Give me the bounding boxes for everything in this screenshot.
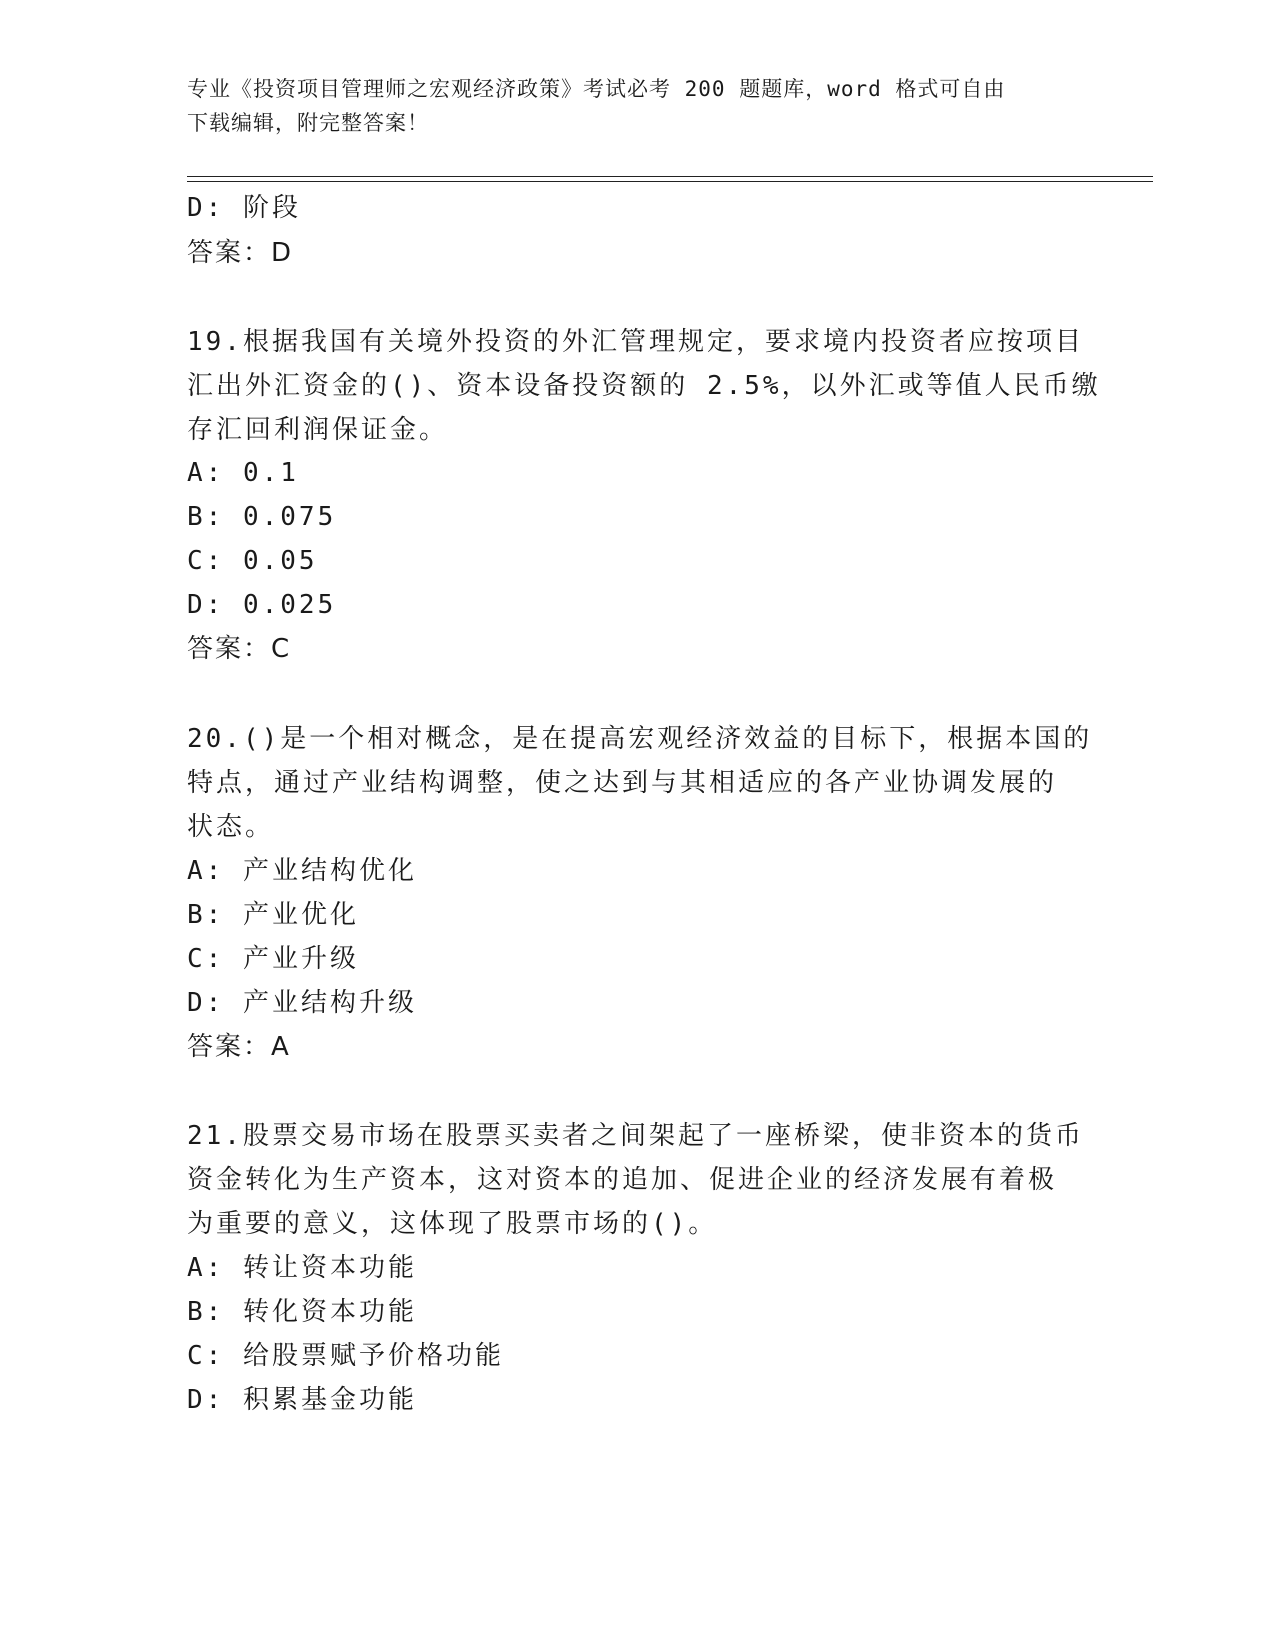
q20-answer: 答案：A — [187, 1032, 291, 1062]
q21-option-c: C: 给股票赋予价格功能 — [187, 1341, 504, 1371]
q21-option-b: B: 转化资本功能 — [187, 1297, 417, 1327]
q19-stem-line-2: 汇出外汇资金的()、资本设备投资额的 2.5%，以外汇或等值人民币缴 — [187, 371, 1101, 401]
q21-option-a: A: 转让资本功能 — [187, 1253, 417, 1283]
q20-option-a: A: 产业结构优化 — [187, 856, 417, 886]
q21-stem-line-1: 21.股票交易市场在股票买卖者之间架起了一座桥梁，使非资本的货币 — [187, 1121, 1084, 1151]
q20-stem-line-2: 特点，通过产业结构调整，使之达到与其相适应的各产业协调发展的 — [187, 768, 1058, 798]
q20-option-b: B: 产业优化 — [187, 900, 359, 930]
header-line-1: 专业《投资项目管理师之宏观经济政策》考试必考 200 题题库，word 格式可自由 — [187, 77, 1006, 101]
q21-stem-line-2: 资金转化为生产资本，这对资本的追加、促进企业的经济发展有着极 — [187, 1165, 1058, 1195]
q21-option-d: D: 积累基金功能 — [187, 1385, 417, 1415]
header-divider-top — [187, 176, 1153, 177]
q20-option-d: D: 产业结构升级 — [187, 988, 417, 1018]
q19-option-b: B: 0.075 — [187, 502, 337, 532]
q21-stem-line-3: 为重要的意义，这体现了股票市场的()。 — [187, 1209, 718, 1239]
q20-option-c: C: 产业升级 — [187, 944, 359, 974]
q19-option-c: C: 0.05 — [187, 546, 318, 576]
header-divider-bottom — [187, 181, 1153, 182]
header-line-2: 下载编辑，附完整答案！ — [187, 111, 429, 135]
q19-option-a: A: 0.1 — [187, 458, 299, 488]
q19-stem-line-1: 19.根据我国有关境外投资的外汇管理规定，要求境内投资者应按项目 — [187, 327, 1084, 357]
q20-stem-line-3: 状态。 — [187, 812, 275, 842]
prev-answer: 答案：D — [187, 238, 294, 268]
prev-option-d: D: 阶段 — [187, 193, 301, 223]
q20-stem-line-1: 20.()是一个相对概念，是在提高宏观经济效益的目标下，根据本国的 — [187, 724, 1093, 754]
q19-option-d: D: 0.025 — [187, 590, 337, 620]
q19-answer: 答案：C — [187, 634, 292, 664]
q19-stem-line-3: 存汇回利润保证金。 — [187, 415, 449, 445]
document-header — [187, 72, 1067, 140]
